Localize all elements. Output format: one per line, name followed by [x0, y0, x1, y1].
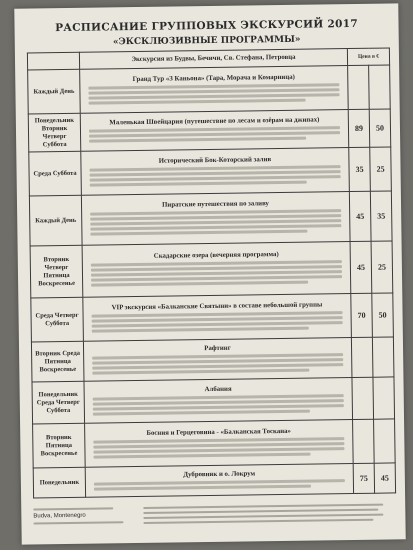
- tour-price-adult-4: 45: [349, 191, 371, 241]
- tour-price-child-7: [372, 337, 394, 377]
- tour-price-child-4: 35: [370, 191, 392, 241]
- tour-price-child-6: 50: [372, 293, 394, 337]
- page-title: РАСПИСАНИЕ ГРУППОВЫХ ЭКСКУРСИЙ 2017: [55, 17, 358, 35]
- tour-price-child-8: [373, 377, 395, 419]
- footer-phones: [143, 503, 393, 526]
- tour-row-3: [81, 148, 350, 196]
- tour-price-child-1: [369, 65, 391, 109]
- tour-row-8: [84, 378, 353, 424]
- tour-name-3: Исторический Бок-Которский залив: [158, 155, 272, 165]
- tour-days-9: Вторник Пятница Воскресенье: [33, 423, 86, 468]
- tour-price-child-2: 50: [369, 109, 391, 147]
- tour-price-adult-8: [352, 377, 374, 419]
- tour-price-child-10: 45: [374, 463, 395, 493]
- schedule-sheet: [14, 3, 405, 544]
- tour-days-10: Понедельник: [33, 467, 85, 498]
- tour-row-4: [81, 192, 350, 246]
- tour-name-8: Албания: [204, 385, 232, 393]
- tour-name-6: VIP экскурсия «Балканские Святыни» в составе небольшой группы: [111, 300, 323, 311]
- tour-name-5: Скадарские озера (вечерняя программа): [153, 251, 279, 260]
- tour-days-8: Понедельник Среда Четверг Суббота: [32, 381, 85, 424]
- tour-price-child-5: 25: [371, 241, 393, 293]
- tour-row-1: [80, 66, 349, 114]
- tour-price-adult-1: [348, 65, 370, 109]
- tour-row-9: [85, 420, 354, 468]
- tour-price-adult-9: [353, 419, 375, 463]
- tour-name-10: Дубровник и о. Локрум: [183, 469, 256, 478]
- tour-days-3: Среда Суббота: [29, 151, 82, 196]
- tour-name-0: Экскурсия из Будвы, Бечичи, Св. Стефана, Петровца: [79, 49, 347, 70]
- tour-name-2: Маленькая Швейцария (путешествие по лесам и озёрам на джипах): [109, 116, 320, 127]
- days-header: [27, 52, 79, 70]
- price-header: [347, 48, 389, 66]
- tour-row-7: [83, 338, 352, 382]
- tour-price-adult-5: 45: [350, 241, 372, 293]
- tour-price-child-9: [374, 419, 396, 463]
- tour-days-6: Среда Четверг Суббота: [31, 297, 84, 342]
- tour-row-2: [80, 110, 349, 152]
- page-subtitle: «ЭКСКЛЮЗИВНЫЕ ПРОГРАММЫ»: [112, 34, 301, 48]
- tour-row-5: [82, 242, 351, 298]
- schedule-table: [27, 47, 396, 498]
- footer-contacts: [33, 503, 395, 538]
- tour-name-9: Босния и Герцеговина - «Балканская Тоскана»: [146, 427, 291, 437]
- tour-name-1: Гранд Тур «З Каньона» (Тара, Морача и Комарница): [132, 73, 295, 83]
- tour-price-child-3: 25: [370, 147, 392, 191]
- tour-row-10: [85, 464, 353, 498]
- tour-name-4: Пиратские путешествия по заливу: [162, 200, 269, 209]
- tour-row-6: [83, 294, 352, 342]
- tour-days-5: Вторник Четверг Пятница Воскресенье: [30, 245, 83, 298]
- footer-city: Budva, Montenegro: [33, 512, 86, 520]
- tour-days-7: Вторник Среда Пятница Воскресенье: [31, 341, 84, 382]
- price-header-label: Цена в €: [357, 53, 380, 60]
- tour-price-adult-3: 35: [349, 147, 371, 191]
- tour-price-adult-2: 89: [348, 109, 370, 147]
- tour-days-4: Каждый День: [29, 195, 82, 246]
- tour-name-7: Рафтинг: [204, 344, 231, 352]
- footer-address: [33, 507, 133, 527]
- tour-price-adult-7: [351, 337, 373, 377]
- tour-days-2: Понедельник Вторник Четверг Суббота: [28, 113, 81, 152]
- tour-price-adult-6: 70: [351, 293, 373, 337]
- tour-price-adult-10: 75: [353, 463, 374, 493]
- tour-days-1: Каждый День: [28, 69, 81, 114]
